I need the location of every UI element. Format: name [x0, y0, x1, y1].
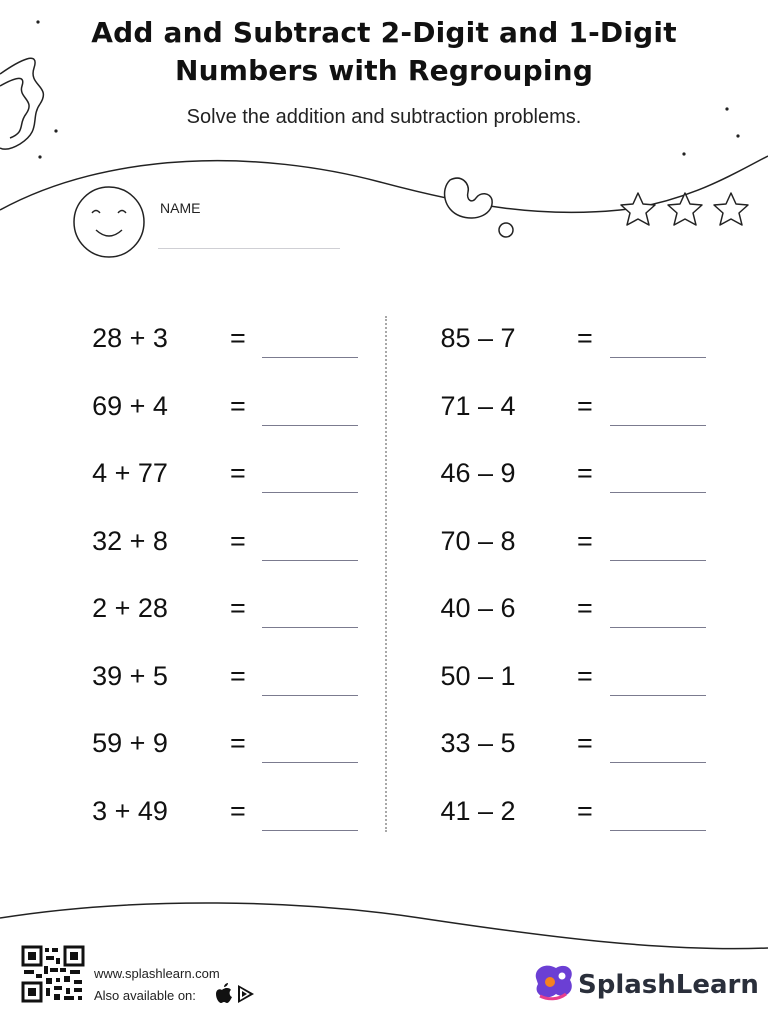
- problem-row: [0, 728, 768, 768]
- problem-expression: 32 + 8: [92, 525, 168, 556]
- equals-sign: =: [230, 728, 246, 758]
- problem-expression: 4 + 77: [92, 458, 168, 488]
- problem-expression: 85 – 7: [440, 323, 516, 353]
- problem-row: [0, 593, 768, 633]
- problem-row: [0, 323, 768, 363]
- brand-wordmark: [578, 970, 759, 1000]
- title-line-2: Numbers with Regrouping: [174, 54, 594, 87]
- equals-sign: =: [577, 795, 593, 826]
- bean-doodle: [445, 178, 493, 218]
- star-icon: [621, 193, 655, 225]
- sparkle-dot: [38, 155, 41, 158]
- problem-expression: 39 + 5: [92, 660, 168, 691]
- problem-expression: 28 + 3: [92, 323, 168, 353]
- problem-expression: 41 – 2: [440, 795, 516, 826]
- instructions: Solve the addition and subtraction problems.: [186, 106, 582, 128]
- problem-row: [0, 526, 768, 566]
- equals-sign: =: [577, 525, 593, 556]
- answer-blank[interactable]: [610, 492, 706, 493]
- answer-blank[interactable]: [610, 425, 706, 426]
- apple-icon: [216, 983, 232, 1003]
- problem-row: [0, 458, 768, 498]
- equals-sign: =: [230, 525, 246, 556]
- problem-row: [0, 796, 768, 836]
- footer-wave-line: [0, 903, 768, 949]
- equals-sign: =: [230, 323, 246, 353]
- equals-sign: =: [230, 458, 246, 488]
- worksheet-title: [0, 14, 768, 90]
- equals-sign: =: [230, 660, 246, 691]
- answer-blank[interactable]: [610, 830, 706, 831]
- equals-sign: =: [230, 390, 246, 421]
- rating-stars: [621, 193, 748, 225]
- title-line-1: Add and Subtract 2-Digit and 1-Digit: [91, 16, 677, 49]
- equals-sign: =: [230, 593, 246, 623]
- problem-expression: 46 – 9: [440, 458, 516, 488]
- equals-sign: =: [230, 795, 246, 826]
- sparkle-dot: [736, 134, 739, 137]
- name-field[interactable]: [158, 248, 340, 249]
- problem-expression: 69 + 4: [92, 390, 168, 421]
- star-icon: [668, 193, 702, 225]
- answer-blank[interactable]: [610, 695, 706, 696]
- problem-expression: 40 – 6: [440, 593, 516, 623]
- splashlearn-logo-icon: [536, 966, 572, 999]
- available-on-label: Also available on:: [94, 988, 196, 1003]
- equals-sign: =: [577, 660, 593, 691]
- answer-blank[interactable]: [610, 357, 706, 358]
- answer-blank[interactable]: [610, 560, 706, 561]
- problem-expression: 33 – 5: [440, 728, 516, 758]
- problem-expression: 50 – 1: [440, 660, 516, 691]
- equals-sign: =: [577, 458, 593, 488]
- star-icon: [714, 193, 748, 225]
- qr-code-icon: [22, 946, 84, 1002]
- website-link[interactable]: www.splashlearn.com: [94, 966, 220, 981]
- brand-part-2: Learn: [675, 970, 759, 1000]
- sparkle-dot: [54, 129, 57, 132]
- answer-blank[interactable]: [610, 627, 706, 628]
- equals-sign: =: [577, 323, 593, 353]
- problem-row: [0, 391, 768, 431]
- play-store-icon: [238, 985, 254, 1003]
- problem-expression: 3 + 49: [92, 795, 168, 826]
- problem-expression: 70 – 8: [440, 525, 516, 556]
- problem-expression: 71 – 4: [440, 390, 516, 421]
- equals-sign: =: [577, 728, 593, 758]
- brand-part-1: Splash: [578, 970, 676, 1000]
- bubble-doodle: [499, 223, 513, 237]
- problem-expression: 59 + 9: [92, 728, 168, 758]
- name-label: NAME: [160, 200, 201, 216]
- answer-blank[interactable]: [610, 762, 706, 763]
- equals-sign: =: [577, 593, 593, 623]
- smiley-face-icon: [74, 187, 144, 257]
- sparkle-dot: [682, 152, 685, 155]
- equals-sign: =: [577, 390, 593, 421]
- problem-row: [0, 661, 768, 701]
- problem-expression: 2 + 28: [92, 593, 168, 623]
